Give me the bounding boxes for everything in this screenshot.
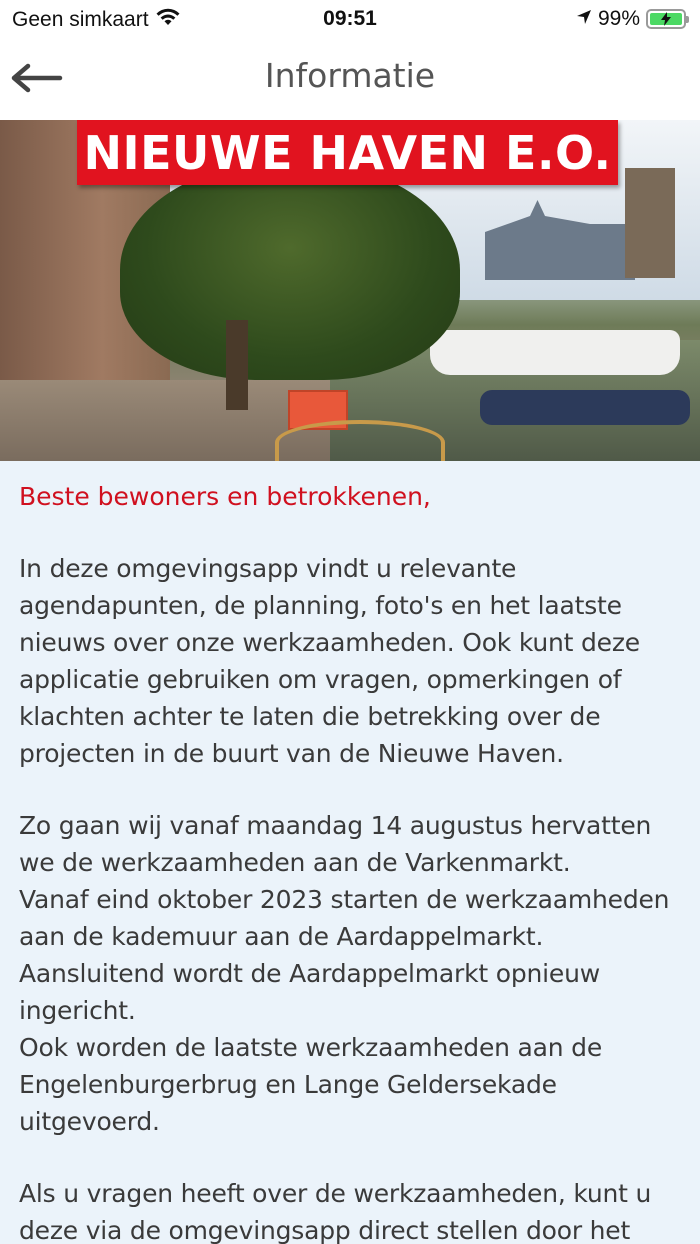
text-line: projecten in de buurt van de Nieuwe Haven. bbox=[19, 739, 564, 768]
text-line: klachten achter te laten die betrekking over de bbox=[19, 702, 601, 731]
text-line: nieuws over onze werkzaamheden. Ook kunt deze bbox=[19, 628, 640, 657]
battery-percent: 99% bbox=[597, 7, 640, 30]
text-line: ingericht. bbox=[19, 996, 136, 1025]
text-line: Aansluitend wordt de Aardappelmarkt opnieuw bbox=[19, 959, 600, 988]
paragraph-questions bbox=[19, 1175, 682, 1244]
paragraph-intro bbox=[19, 550, 682, 772]
text-line: Ook worden de laatste werkzaamheden aan de bbox=[19, 1033, 603, 1062]
page-title: Informatie bbox=[264, 56, 436, 95]
information-content bbox=[0, 461, 700, 1244]
hero-tree bbox=[120, 160, 460, 380]
location-arrow-icon bbox=[576, 7, 592, 31]
navigation-bar bbox=[0, 40, 700, 120]
text-line: applicatie gebruiken om vragen, opmerkingen of bbox=[19, 665, 622, 694]
text-line: uitgevoerd. bbox=[19, 1107, 160, 1136]
hero-image bbox=[0, 120, 700, 461]
text-line: agendapunten, de planning, foto's en het laatste bbox=[19, 591, 622, 620]
battery-charging-icon bbox=[646, 9, 686, 29]
paragraph-schedule bbox=[19, 807, 682, 1140]
text-line: aan de kademuur aan de Aardappelmarkt. bbox=[19, 922, 544, 951]
hero-bicycle bbox=[275, 420, 445, 461]
text-line: Zo gaan wij vanaf maandag 14 augustus hervatten bbox=[19, 811, 652, 840]
text-line: Vanaf eind oktober 2023 starten de werkzaamheden bbox=[19, 885, 670, 914]
text-line: deze via de omgevingsapp direct stellen door het bbox=[19, 1216, 631, 1244]
hero-boat bbox=[430, 330, 680, 375]
hero-tower bbox=[625, 168, 675, 278]
carrier-label: Geen simkaart bbox=[12, 8, 149, 31]
text-line: Als u vragen heeft over de werkzaamheden, kunt u bbox=[19, 1179, 652, 1208]
hero-boat bbox=[480, 390, 690, 425]
hero-tree-trunk bbox=[226, 320, 248, 410]
text-line: we de werkzaamheden aan de Varkenmarkt. bbox=[19, 848, 571, 877]
text-line: Engelenburgerbrug en Lange Geldersekade bbox=[19, 1070, 557, 1099]
clock: 09:51 bbox=[323, 7, 377, 30]
text-line: In deze omgevingsapp vindt u relevante bbox=[19, 554, 517, 583]
greeting-heading: Beste bewoners en betrokkenen, bbox=[19, 482, 431, 511]
banner-title: NIEUWE HAVEN E.O. bbox=[83, 125, 612, 180]
status-right bbox=[576, 7, 686, 31]
status-bar bbox=[0, 0, 700, 40]
hero-banner bbox=[77, 120, 618, 185]
